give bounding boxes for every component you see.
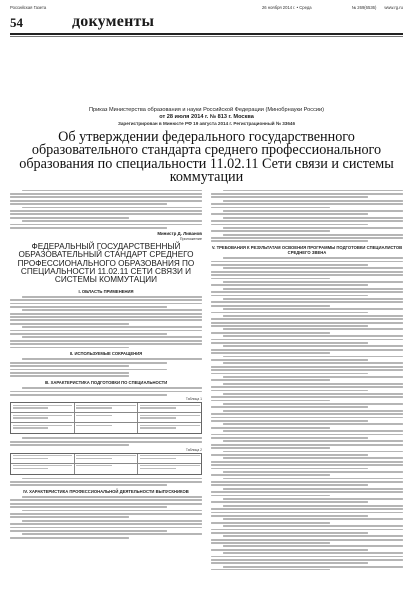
text-line (10, 227, 167, 229)
text-line (223, 552, 403, 554)
issue-date: 26 ноября 2014 г. • Среда (261, 4, 312, 10)
text-line (223, 227, 403, 229)
text-line (22, 533, 202, 535)
section-heading: II. ИСПОЛЬЗУЕМЫЕ СОКРАЩЕНИЯ (69, 351, 143, 357)
text-line (223, 403, 403, 405)
text-line (10, 213, 202, 215)
text-line (10, 303, 202, 305)
text-line (10, 537, 129, 539)
text-line (10, 210, 202, 212)
standard-title: ФЕДЕРАЛЬНЫЙ ГОСУДАРСТВЕННЫЙ ОБРАЗОВАТЕЛЬНЫЙ СТАНДАРТ СРЕДНЕГО ПРОФЕССИОНАЛЬНОГО ОБРАЗОВАНИЯ ПО СПЕЦИАЛЬНОСТИ 11.02.11 СЕТИ СВЯЗИ И СИСТЕМЫ КОММУТАЦИИ (17, 241, 195, 285)
paper-name: Российская Газета (10, 4, 47, 10)
text-line (211, 342, 368, 344)
page-number: 54 (10, 15, 23, 30)
text-line (211, 522, 330, 524)
rubric-row (10, 13, 403, 31)
document-title: Об утверждении федерального государственного образовательного стандарта среднего профессионального образования по специальности 11.02.11 Сети связи и системы коммутации (19, 129, 394, 186)
text-line (211, 359, 368, 361)
text-line (211, 332, 330, 334)
text-line (13, 465, 73, 466)
text-line (223, 356, 403, 358)
text-line (223, 376, 403, 378)
text-line (10, 203, 167, 205)
text-line (211, 386, 403, 388)
text-line (223, 423, 403, 425)
text-line (10, 527, 202, 529)
issue-number: № 269(6536) (351, 4, 377, 10)
text-line (211, 512, 403, 514)
text-line (211, 271, 403, 273)
body-text (211, 257, 403, 569)
text-line (10, 499, 202, 501)
text-line (13, 415, 73, 416)
text-line (211, 444, 403, 446)
text-line (10, 306, 167, 308)
text-line (10, 484, 167, 486)
text-line (211, 549, 368, 551)
text-line (223, 257, 403, 259)
text-line (13, 425, 73, 426)
text-line (211, 468, 368, 470)
text-line (211, 379, 330, 381)
text-line (140, 405, 200, 406)
text-line (22, 358, 202, 360)
text-line (10, 224, 202, 226)
text-line (223, 315, 403, 317)
text-line (22, 190, 202, 192)
text-line (10, 316, 202, 318)
text-line (13, 458, 49, 459)
text-line (140, 407, 176, 408)
text-line (211, 501, 368, 503)
text-line (211, 284, 368, 286)
table-cell (75, 464, 139, 474)
text-line (22, 510, 202, 512)
text-line (211, 417, 403, 419)
text-line (22, 207, 202, 209)
text-line (10, 365, 129, 367)
text-line (211, 291, 403, 293)
text-line (211, 481, 403, 483)
text-line (10, 340, 202, 342)
table-cell (138, 454, 201, 463)
body-text (10, 496, 202, 538)
text-line (211, 464, 403, 466)
text-line (211, 529, 403, 531)
text-line (10, 343, 202, 345)
text-line (10, 200, 202, 202)
text-line (76, 425, 112, 426)
section-heading: I. ОБЛАСТЬ ПРИМЕНЕНИЯ (78, 288, 134, 294)
text-line (211, 461, 403, 463)
data-table (10, 402, 202, 434)
text-line (223, 505, 403, 507)
data-table (10, 453, 202, 475)
text-line (211, 230, 330, 232)
text-line (211, 434, 403, 436)
text-line (22, 437, 202, 439)
body-text (10, 437, 202, 446)
text-line (223, 210, 403, 212)
text-line (223, 234, 403, 236)
text-line (22, 296, 202, 298)
text-line (10, 513, 202, 515)
text-line (223, 498, 403, 500)
text-line (10, 481, 202, 483)
text-columns (10, 190, 403, 570)
text-line (10, 391, 202, 393)
text-line (211, 220, 403, 222)
text-line (211, 406, 368, 408)
text-line (76, 465, 112, 466)
text-line (211, 352, 330, 354)
text-line (211, 312, 368, 314)
table-row (11, 413, 201, 423)
text-line (10, 193, 202, 195)
text-line (211, 318, 403, 320)
text-line (211, 447, 330, 449)
text-line (13, 427, 49, 428)
text-line (211, 454, 368, 456)
text-line (13, 407, 49, 408)
text-line (211, 366, 403, 368)
text-line (223, 430, 403, 432)
text-line (10, 375, 129, 377)
text-line (223, 190, 403, 192)
body-text (211, 190, 403, 243)
text-line (140, 458, 176, 459)
order-header (10, 107, 403, 126)
text-line (211, 203, 403, 205)
text-line (76, 458, 112, 459)
text-line (223, 288, 403, 290)
text-line (211, 420, 368, 422)
text-line (22, 309, 202, 311)
text-line (10, 217, 129, 219)
table-cell (11, 403, 75, 412)
text-line (211, 305, 330, 307)
text-line (140, 468, 176, 469)
text-line (211, 562, 368, 564)
text-line (13, 417, 49, 418)
order-date: от 28 июля 2014 г. № 813 г. Москва (159, 114, 254, 120)
text-line (223, 410, 403, 412)
text-line (223, 383, 403, 385)
appendix-label: Приложение (179, 236, 202, 241)
text-line (223, 440, 403, 442)
body-text (10, 190, 202, 229)
text-line (10, 196, 202, 198)
text-line (10, 369, 167, 371)
text-line (211, 322, 403, 324)
table-row (11, 423, 201, 433)
text-line (211, 349, 403, 351)
text-line (22, 336, 202, 338)
text-line (223, 471, 403, 473)
table-cell (75, 454, 139, 463)
text-line (22, 478, 202, 480)
text-line (223, 518, 403, 520)
text-line (223, 566, 403, 568)
text-line (10, 313, 202, 315)
text-line (211, 556, 403, 558)
text-line (223, 362, 403, 364)
text-line (223, 335, 403, 337)
text-line (140, 427, 176, 428)
text-line (223, 200, 403, 202)
text-line (140, 465, 200, 466)
text-line (223, 328, 403, 330)
text-line (140, 425, 200, 426)
text-line (211, 213, 368, 215)
text-line (211, 508, 403, 510)
text-line (10, 330, 202, 332)
text-line (211, 295, 368, 297)
text-line (211, 390, 368, 392)
masthead (10, 3, 403, 11)
text-line (211, 369, 403, 371)
table-row (11, 454, 201, 464)
text-line (211, 325, 368, 327)
rule-thick (10, 33, 403, 35)
text-line (211, 207, 330, 209)
text-line (13, 455, 73, 456)
body-text (10, 387, 202, 396)
table-cell (11, 423, 75, 433)
text-line (10, 333, 167, 335)
section-heading: IV. ХАРАКТЕРИСТИКА ПРОФЕССИОНАЛЬНОЙ ДЕЯТЕЛЬНОСТИ ВЫПУСКНИКОВ (23, 489, 189, 495)
text-line (211, 413, 403, 415)
text-line (10, 323, 129, 325)
text-line (223, 308, 403, 310)
text-line (10, 506, 167, 508)
table-cell (75, 413, 139, 422)
text-line (10, 372, 129, 374)
text-line (22, 496, 202, 498)
text-line (10, 347, 129, 349)
text-line (10, 444, 129, 446)
text-line (211, 264, 368, 266)
text-line (223, 535, 403, 537)
text-line (10, 516, 129, 518)
table-cell (75, 403, 139, 412)
table-cell (75, 423, 139, 433)
text-line (10, 503, 202, 505)
text-line (13, 468, 49, 469)
text-line (223, 488, 403, 490)
section-heading: V. ТРЕБОВАНИЯ К РЕЗУЛЬТАТАМ ОСВОЕНИЯ ПРОГРАММЫ ПОДГОТОВКИ СПЕЦИАЛИСТОВ СРЕДНЕГО ЗВЕНА (211, 245, 403, 256)
text-line (211, 373, 368, 375)
text-line (223, 345, 403, 347)
text-line (211, 474, 330, 476)
text-line (76, 415, 112, 416)
text-line (211, 532, 368, 534)
text-line (211, 396, 403, 398)
text-line (211, 274, 403, 276)
text-line (211, 278, 330, 280)
table-cell (138, 403, 201, 412)
rule-thin (10, 36, 403, 37)
text-line (211, 193, 403, 195)
text-line (10, 441, 202, 443)
text-line (13, 405, 73, 406)
text-line (223, 298, 403, 300)
text-line (223, 217, 403, 219)
text-line (211, 301, 403, 303)
text-line (10, 362, 167, 364)
text-line (211, 515, 368, 517)
text-line (10, 394, 167, 396)
text-line (211, 495, 330, 497)
table-cell (138, 423, 201, 433)
table-cell (138, 464, 201, 474)
text-line (10, 523, 202, 525)
text-line (140, 417, 176, 418)
text-line (223, 525, 403, 527)
text-line (76, 455, 136, 456)
text-line (211, 196, 368, 198)
text-line (211, 240, 368, 242)
order-registration: Зарегистрирован в Минюсте РФ 19 августа 2014 г. Регистрационный № 33646 (117, 121, 296, 126)
text-line (223, 267, 403, 269)
text-line (22, 220, 202, 222)
text-line (223, 451, 403, 453)
table-label: Таблица 2 (185, 447, 202, 452)
left-column (10, 190, 202, 570)
text-line (211, 542, 330, 544)
body-text (10, 478, 202, 487)
section-heading: III. ХАРАКТЕРИСТИКА ПОДГОТОВКИ ПО СПЕЦИАЛЬНОСТИ (44, 380, 168, 386)
order-issuer: Приказ Министерства образования и науки Российской Федерации (Минобрнауки России) (89, 107, 324, 113)
text-line (211, 261, 403, 263)
text-line (223, 457, 403, 459)
text-line (211, 224, 368, 226)
section-name: документы (72, 13, 155, 30)
right-column (211, 190, 403, 570)
text-line (211, 491, 403, 493)
text-line (223, 545, 403, 547)
text-line (223, 393, 403, 395)
text-line (223, 478, 403, 480)
text-line (211, 237, 403, 239)
text-line (211, 559, 403, 561)
text-line (211, 437, 368, 439)
text-line (76, 407, 112, 408)
body-text (10, 358, 202, 377)
table-label: Таблица 1 (185, 397, 202, 402)
text-line (10, 299, 202, 301)
text-line (22, 520, 202, 522)
text-line (76, 405, 136, 406)
table-cell (11, 464, 75, 474)
minister-signature: Министр Д. Ливанов (157, 230, 202, 236)
text-line (211, 427, 330, 429)
table-cell (11, 413, 75, 422)
text-line (223, 281, 403, 283)
text-line (10, 530, 167, 532)
table-cell (11, 454, 75, 463)
text-line (22, 326, 202, 328)
text-line (211, 339, 403, 341)
text-line (211, 484, 368, 486)
text-line (211, 400, 330, 402)
table-row (11, 464, 201, 474)
text-line (10, 319, 202, 321)
text-line (140, 455, 200, 456)
body-text (10, 296, 202, 349)
text-line (211, 539, 403, 541)
table-row (11, 403, 201, 413)
text-line (140, 415, 200, 416)
text-line (22, 387, 202, 389)
site-url: www.rg.ru (384, 4, 403, 10)
table-cell (138, 413, 201, 422)
